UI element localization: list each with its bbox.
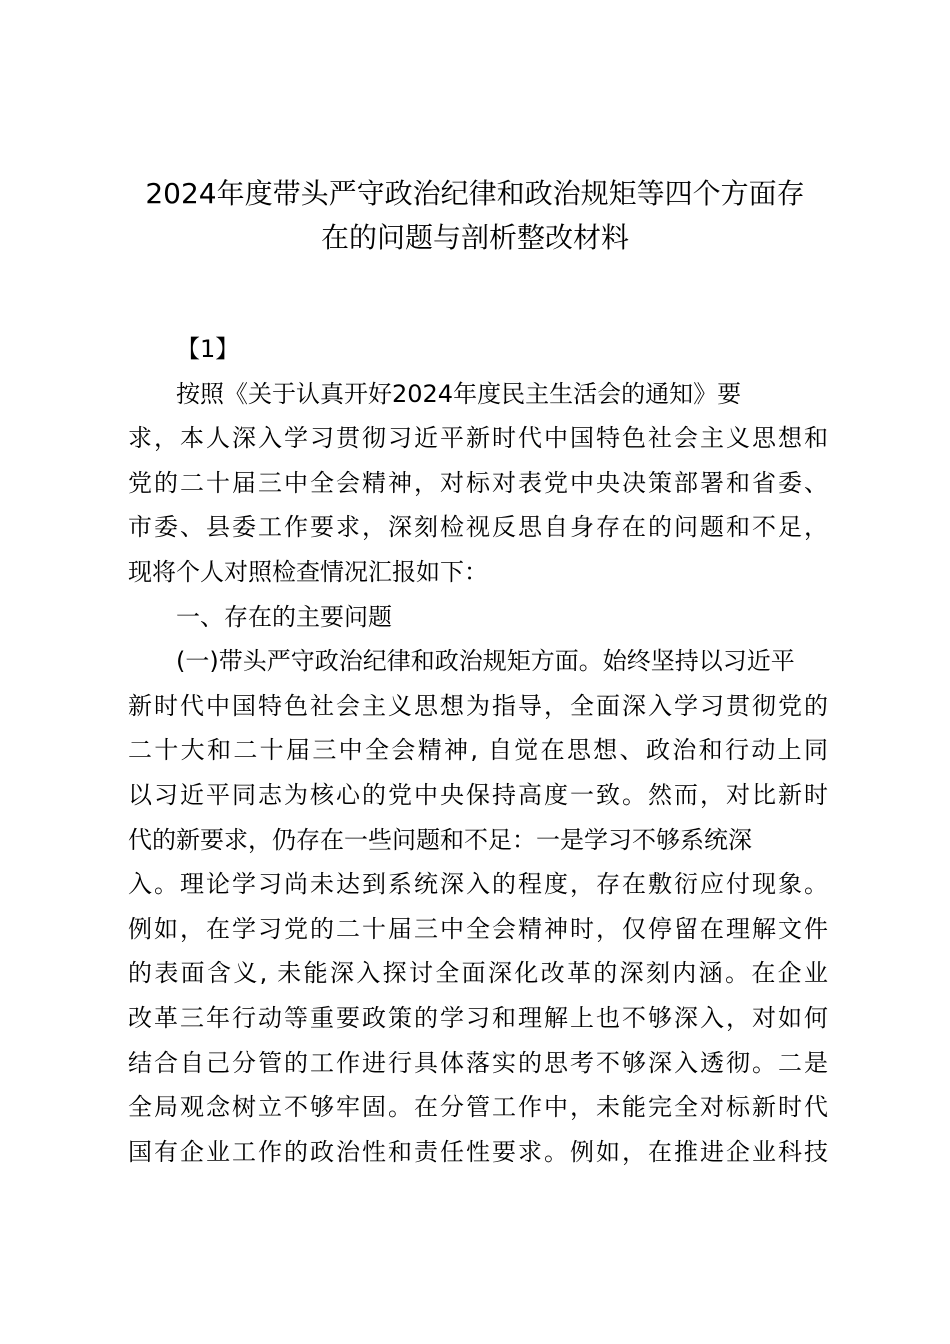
paragraph-2-line-5: 代的新要求，仍存在一些问题和不足：一是学习不够系统深 <box>128 825 752 854</box>
paragraph-1-line-3: 党的二十届三中全会精神，对标对表党中央决策部署和省委、 <box>128 468 828 497</box>
paragraph-2-line-2: 新时代中国特色社会主义思想为指导，全面深入学习贯彻党的 <box>128 691 828 720</box>
title-line-1: 2024年度带头严守政治纪律和政治规矩等四个方面存 <box>145 177 805 210</box>
paragraph-2-line-11: 全局观念树立不够牢固。在分管工作中，未能完全对标新时代 <box>128 1093 828 1122</box>
paragraph-1-line-5: 现将个人对照检查情况汇报如下： <box>128 557 488 586</box>
document-title <box>110 172 840 260</box>
paragraph-1-line-1: 按照《关于认真开好2024年度民主生活会的通知》要 <box>176 379 742 408</box>
paragraph-2-line-6: 入。理论学习尚未达到系统深入的程度，存在敷衍应付现象。 <box>128 870 828 899</box>
paragraph-2-line-12: 国有企业工作的政治性和责任性要求。例如，在推进企业科技 <box>128 1137 828 1166</box>
paragraph-2-line-3: 二十大和二十届三中全会精神, 自觉在思想、政治和行动上同 <box>128 736 828 765</box>
paragraph-2-line-8: 的表面含义, 未能深入探讨全面深化改革的深刻内涵。在企业 <box>128 959 828 988</box>
section-marker: 【1】 <box>176 335 240 363</box>
paragraph-1-line-2: 求，本人深入学习贯彻习近平新时代中国特色社会主义思想和 <box>128 424 828 453</box>
paragraph-2-line-7: 例如，在学习党的二十届三中全会精神时，仅停留在理解文件 <box>128 914 828 943</box>
section-heading: 一、存在的主要问题 <box>176 602 392 631</box>
paragraph-2-line-10: 结合自己分管的工作进行具体落实的思考不够深入透彻。二是 <box>128 1048 828 1077</box>
paragraph-2-line-4: 以习近平同志为核心的党中央保持高度一致。然而，对比新时 <box>128 780 828 809</box>
paragraph-2-line-1: (一)带头严守政治纪律和政治规矩方面。始终坚持以习近平 <box>176 647 795 676</box>
document-body <box>128 327 828 1174</box>
paragraph-2-line-9: 改革三年行动等重要政策的学习和理解上也不够深入，对如何 <box>128 1003 828 1032</box>
paragraph-1-line-4: 市委、县委工作要求，深刻检视反思自身存在的问题和不足， <box>128 513 828 542</box>
title-line-2: 在的问题与剖析整改材料 <box>320 221 629 254</box>
